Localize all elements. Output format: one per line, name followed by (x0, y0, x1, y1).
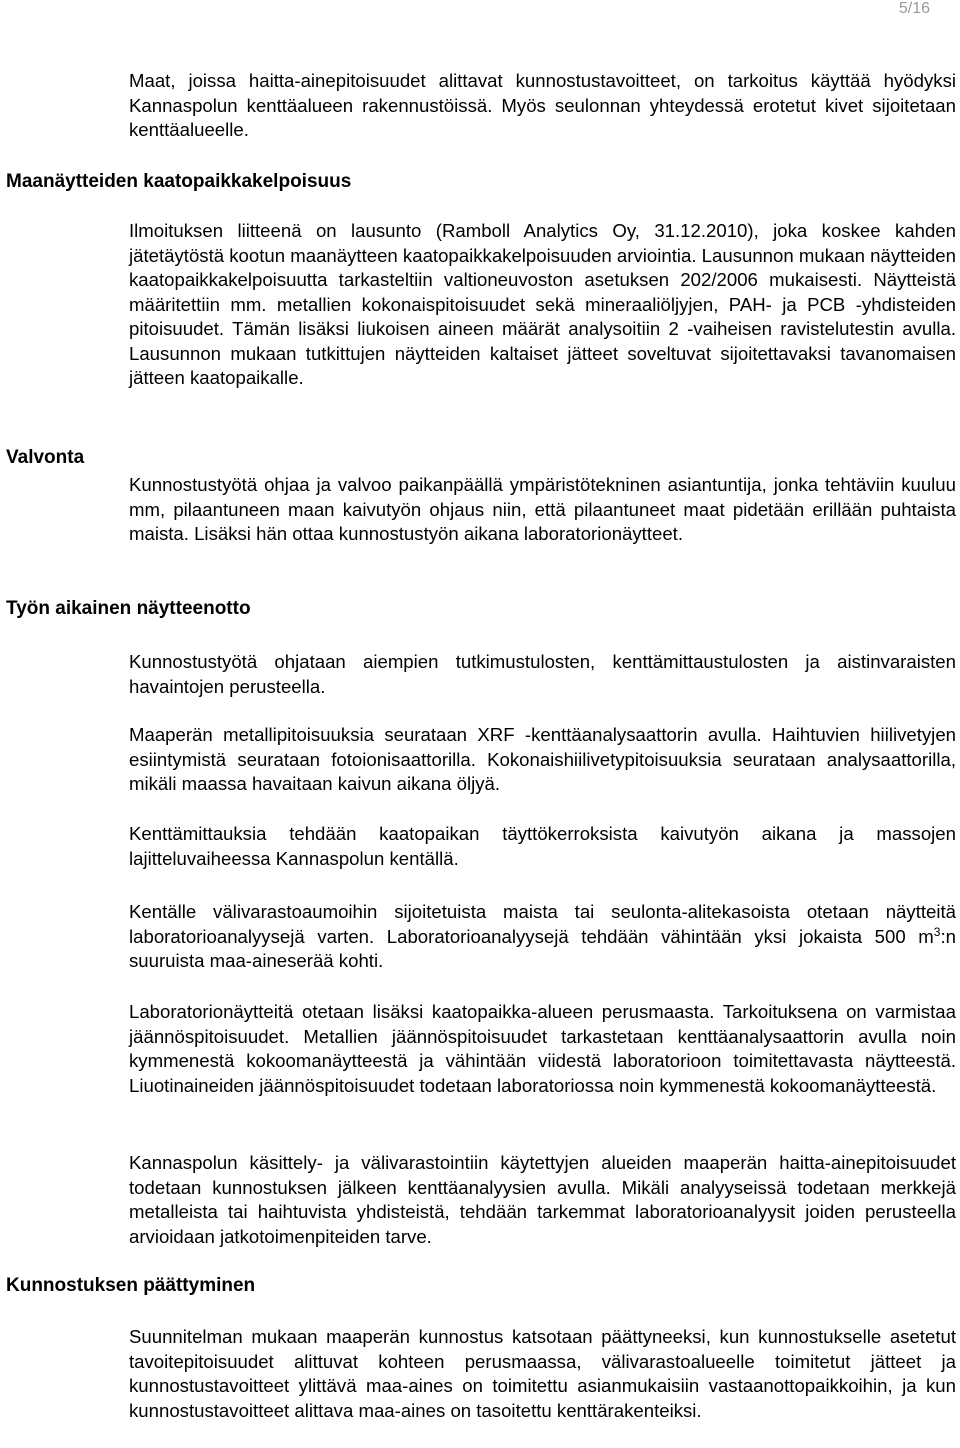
heading-supervision: Valvonta (6, 447, 85, 468)
sampling-paragraph-4 (129, 900, 956, 974)
intro-paragraph: Maat, joissa haitta-ainepitoisuudet alittavat kunnostustavoitteet, on tarkoitus käyttää hyödyksi Kannaspolun kenttäalueen rakennustöissä. Myös seulonnan yhteydessä erotetut kivet sijoitetaan kenttäalueelle. (129, 70, 956, 140)
sampling-paragraph-3: Kenttämittauksia tehdään kaatopaikan täyttökerroksista kaivutyön aikana ja massojen lajitteluvaiheessa Kannaspolun kentällä. (129, 823, 956, 869)
landfill-paragraph: Ilmoituksen liitteenä on lausunto (Ramboll Analytics Oy, 31.12.2010), joka koskee kahden jätetäytöstä kootun maanäytteen kaatopaikkakelpoisuuden arviointia. Lausunnon mukaan näytteiden kaatopaikkakelpoisuutta tarkasteltiin valtioneuvoston asetuksen 202/2006 mukaisesti. Näytteistä määritettiin mm. metallien kokonaispitoisuudet sekä mineraaliöljyjen, PAH- ja PCB -yhdisteiden pitoisuudet. Tämän lisäksi liukoisen aineen määrät analysoitiin 2 -vaiheisen ravistelutestin avulla. Lausunnon mukaan tutkittujen näytteiden kaltaiset jätteet soveltuvat sijoitettavaksi tavanomaisen jätteen kaatopaikalle. (129, 220, 956, 388)
sampling-paragraph-5: Laboratorionäytteitä otetaan lisäksi kaatopaikka-alueen perusmaasta. Tarkoituksena on varmistaa jäännöspitoisuudet. Metallien jäännöspitoisuudet tarkastetaan kenttäanalysaattorin avulla noin kymmenestä kokoomanäytteestä ja vähintään viidestä laboratorioon toimitettavasta näytteestä. Liuotinaineiden jäännöspitoisuudet todetaan laboratoriossa noin kymmenestä kokoomanäytteestä. (129, 1001, 956, 1096)
sampling-paragraph-6: Kannaspolun käsittely- ja välivarastointiin käytettyjen alueiden maaperän haitta-ainepitoisuudet todetaan kunnostuksen jälkeen kenttäanalyysien avulla. Mikäli analyyseissä todetaan merkkejä metalleista tai haihtuvista yhdisteistä, tehdään tarkemmat laboratorioanalyysit joiden perusteella arvioidaan jatkotoimenpiteiden tarve. (129, 1152, 956, 1247)
heading-completion: Kunnostuksen päättyminen (6, 1275, 256, 1296)
supervision-paragraph: Kunnostustyötä ohjaa ja valvoo paikanpäällä ympäristötekninen asiantuntija, jonka tehtäviin kuuluu mm, pilaantuneen maan kaivutyön ohjaus niin, että pilaantuneet maat pidetään erillään puhtaista maista. Lisäksi hän ottaa kunnostustyön aikana laboratorionäytteet. (129, 474, 956, 544)
sampling-paragraph-4-text: Kentälle välivarastoaumoihin sijoitetuista maista tai seulonta-alitekasoista otetaan näytteitä laboratorioanalyysejä varten. Laboratorioanalyysejä tehdään vähintään yksi jokaista 500 m (129, 901, 956, 947)
sampling-paragraph-1: Kunnostustyötä ohjataan aiempien tutkimustulosten, kenttämittaustulosten ja aistinvaraisten havaintojen perusteella. (129, 651, 956, 697)
completion-paragraph: Suunnitelman mukaan maaperän kunnostus katsotaan päättyneeksi, kun kunnostukselle asetetut tavoitepitoisuudet alittuvat kohteen perusmaassa, välivarastoalueelle toimitetut jätteet ja kunnostustavoitteet ylittävä maa-aines on toimitettu asianmukaisiin vastaanottopaikkoihin, ja kun kunnostustavoitteet alittava maa-aines on tasoitettu kenttärakenteiksi. (129, 1326, 956, 1421)
superscript-3: 3 (933, 924, 941, 939)
heading-landfill-suitability: Maanäytteiden kaatopaikkakelpoisuus (6, 171, 352, 192)
sampling-paragraph-2: Maaperän metallipitoisuuksia seurataan XRF -kenttäanalysaattorin avulla. Haihtuvien hiilivetyjen esiintymistä seurataan fotoionisaattorilla. Kokonaishiilivetypitoisuuksia seurataan analysaattorilla, mikäli maassa havaitaan kaivun aikana öljyä. (129, 724, 956, 794)
sampling-paragraph-4-tail: :n suuruista maa-aineserää kohti. (129, 925, 956, 971)
heading-sampling: Työn aikainen näytteenotto (6, 598, 251, 619)
page-number: 5/16 (898, 0, 930, 17)
